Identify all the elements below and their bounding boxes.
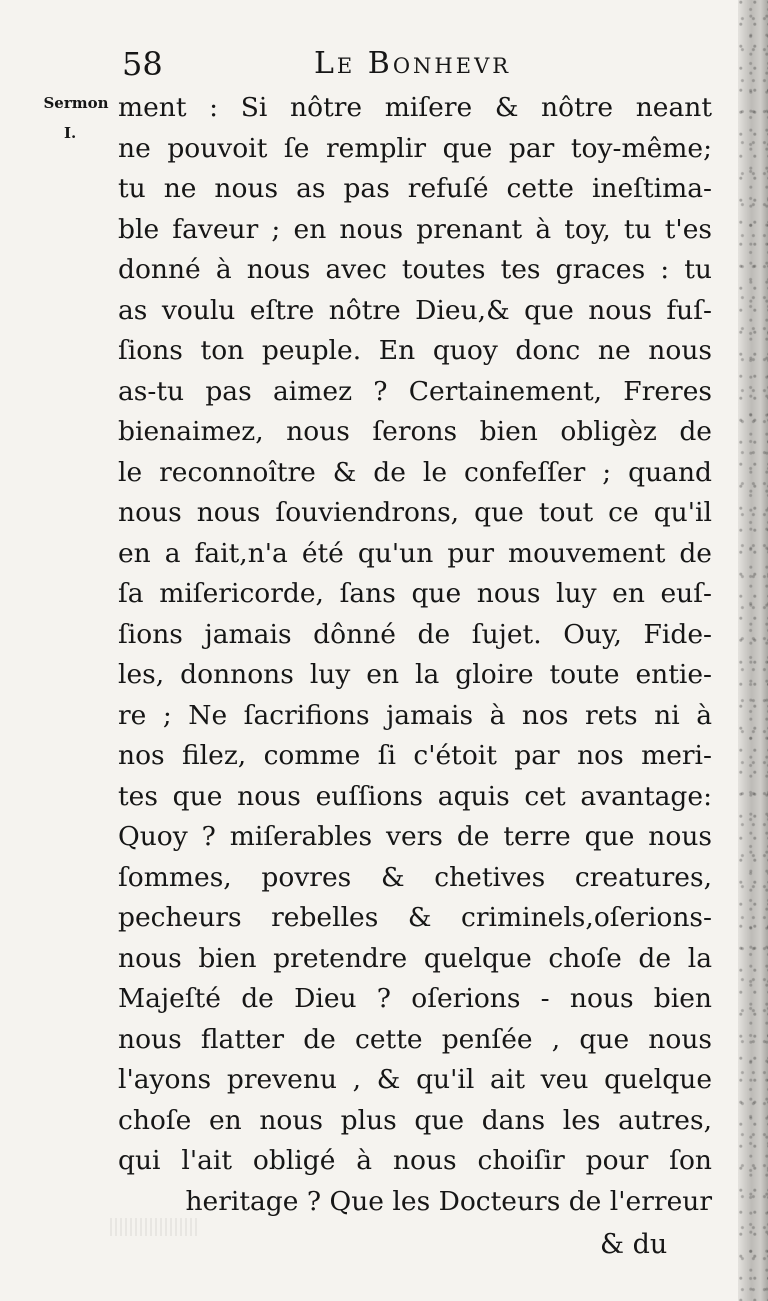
text-line: tes que nous euſſions aquis cet avantage: [118,780,712,812]
text-line: l'ayons prevenu , & qu'il ait veu quelque [118,1064,712,1095]
text-line: ſommes, povres & chetives creatures, [118,861,712,893]
text-line: heritage ? Que les Docteurs de l'erreur [185,1185,712,1217]
body-text [118,88,712,1222]
marginal-note-label: Sermon [43,94,109,112]
running-head: Le Bonhevr [314,46,512,81]
text-line: ment : Si nôtre miſere & nôtre neant [118,92,712,123]
ink-smudge [110,1218,200,1236]
text-line: nous bien pretendre quelque choſe de la [118,942,712,974]
text-line: nos filez, comme ſi c'étoit par nos meri- [118,740,712,771]
page-number: 58 [122,45,163,83]
text-line: les, donnons luy en la gloire toute entie- [118,659,712,690]
text-line: ble faveur ; en nous prenant à toy, tu t'es [118,213,712,245]
page-header [122,40,572,90]
text-line: re ; Ne ſacrifions jamais à nos rets ni à [118,699,712,731]
text-line: bienaimez, nous ſerons bien obligèz de [118,416,712,447]
text-line: ne pouvoit ſe remplir que par toy-même; [118,132,712,164]
text-line: qui l'ait obligé à nous choiſir pour ſon [118,1145,712,1176]
text-line: Quoy ? miſerables vers de terre que nous [118,821,712,852]
text-line: le reconnoître & de le confeſſer ; quand [118,456,712,488]
text-line: donné à nous avec toutes tes graces : tu [118,254,712,285]
text-line: choſe en nous plus que dans les autres, [118,1104,712,1136]
text-line: tu ne nous as pas refuſé cette ineſtima- [118,173,712,204]
text-line: ſa miſericorde, ſans que nous luy en euſ- [118,578,712,609]
text-line: as voulu eſtre nôtre Dieu,& que nous fuſ- [118,294,712,326]
text-line: nous flatter de cette penſée , que nous [118,1023,712,1055]
marginal-note [36,92,116,144]
text-line: en a fait,n'a été qu'un pur mouvement de [118,537,712,569]
text-line: ſions ton peuple. En quoy donc ne nous [118,335,712,366]
gutter-texture [738,0,768,1301]
text-line: Majeſté de Dieu ? oſerions - nous bien [118,983,712,1014]
marginal-note-number: I. [64,124,77,142]
text-line: as-tu pas aimez ? Certainement, Freres [118,375,712,407]
text-line: ſions jamais dônné de ſujet. Ouy, Fide- [118,618,712,650]
catchword: & du [600,1229,668,1260]
text-line: pecheurs rebelles & criminels,oſerions- [118,902,712,933]
text-line: nous nous ſouviendrons, que tout ce qu'il [118,497,712,528]
